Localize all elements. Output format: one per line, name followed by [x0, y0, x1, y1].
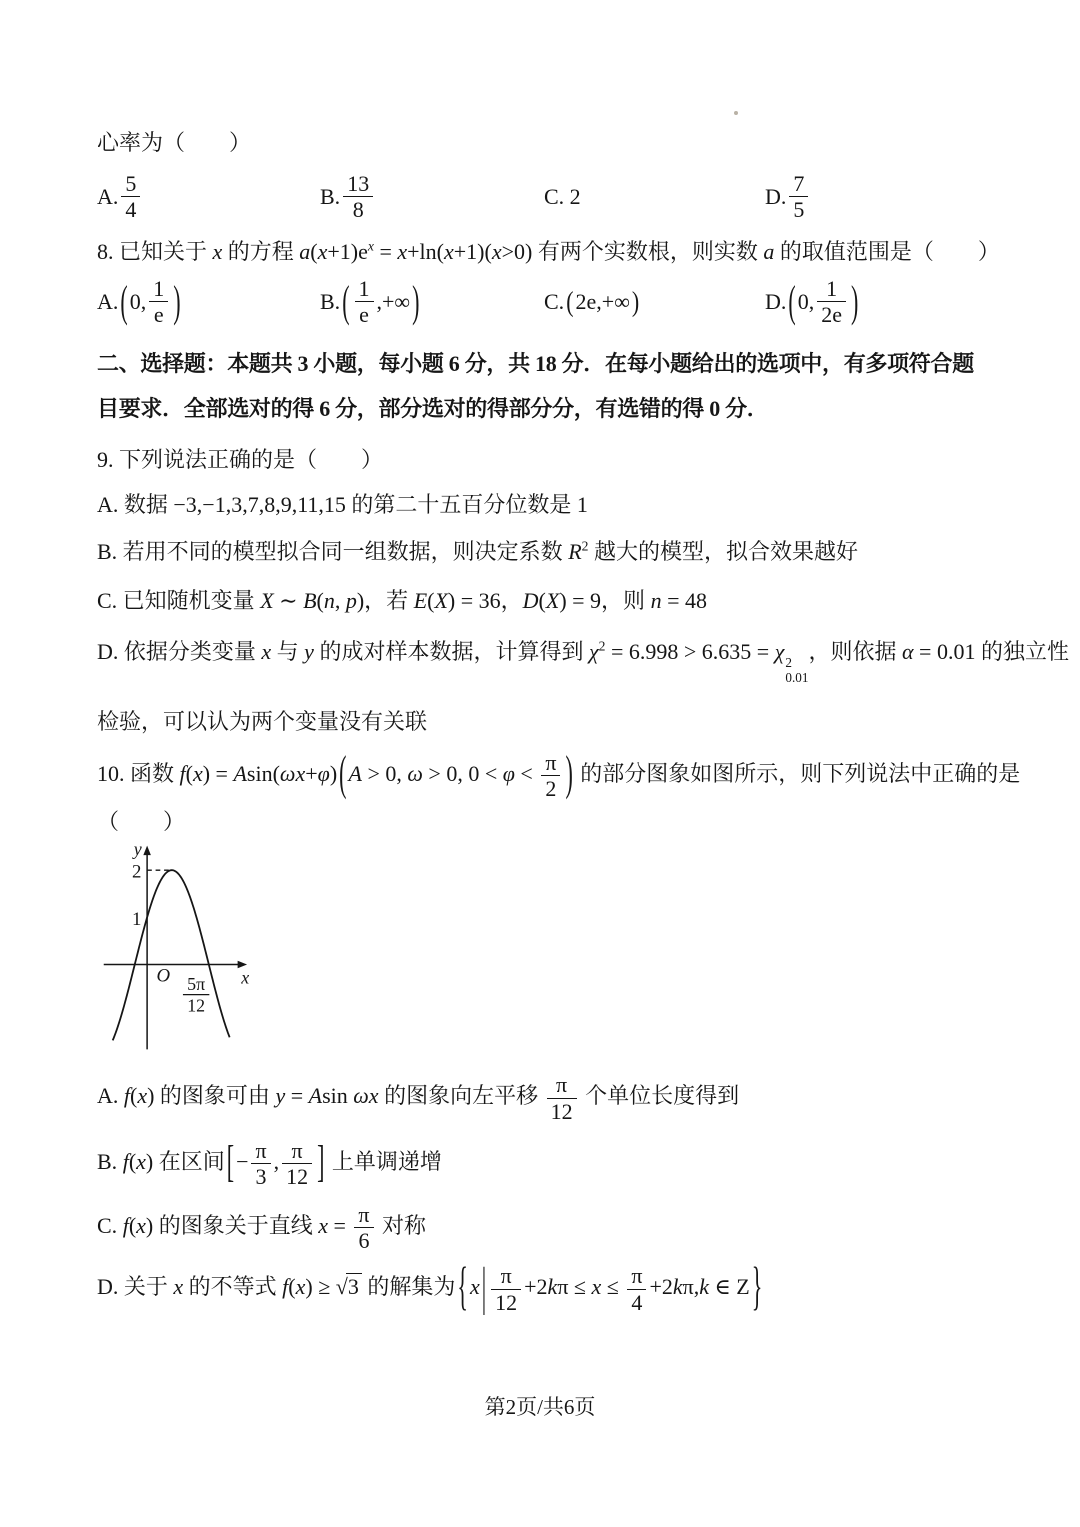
seg-text: +1)e — [327, 238, 368, 264]
seg-frac: $\frac{7}{5}$ — [789, 171, 808, 223]
seg-text: B. — [320, 288, 341, 314]
seg-i: X — [260, 588, 274, 614]
seg-text: 的解集为 — [361, 1274, 456, 1300]
seg-i: p — [345, 588, 357, 614]
seg-big: ) — [412, 275, 420, 326]
seg-text: > 0, — [361, 760, 408, 786]
seg-text: C. — [544, 288, 565, 314]
seg-frac: $\frac{1}{e}$ — [355, 276, 374, 328]
q7-option-d — [765, 171, 992, 223]
seg-i: f — [123, 1083, 131, 1109]
seg-i: D — [522, 588, 539, 614]
seg-text: ( — [316, 588, 324, 614]
seg-text: 的取值范围是（ ） — [774, 238, 1000, 264]
seg-text: ) = 36， — [447, 588, 523, 614]
seg-i: x — [491, 238, 502, 264]
seg-text: 0, — [129, 288, 147, 314]
q10-option-b — [97, 1135, 992, 1190]
seg-text: B. — [320, 184, 341, 210]
q7-stem-tail — [97, 126, 992, 159]
q10-option-a — [97, 1072, 992, 1124]
seg-i: a — [299, 238, 311, 264]
q8-option-b — [320, 276, 544, 328]
q10-stem — [97, 744, 1021, 802]
seg-i: a — [763, 238, 775, 264]
seg-frac: $\frac{\pi}{12}$ — [547, 1072, 577, 1124]
y-tick-2: 2 — [132, 862, 142, 884]
q9-option-d-line2 — [97, 705, 992, 738]
seg-text: A. — [97, 184, 119, 210]
seg-i: x — [318, 1212, 328, 1238]
seg-text: ( — [130, 1083, 138, 1109]
q9-option-c — [97, 584, 992, 617]
seg-text: ) 的图象关于直线 — [145, 1212, 319, 1238]
seg-text: , — [334, 588, 346, 614]
seg-i: f — [179, 760, 186, 786]
x-tick-num: 5π — [187, 974, 206, 995]
seg-text: ∈ Z — [709, 1274, 750, 1300]
q9-option-a — [97, 488, 992, 521]
seg-text: ) ≥ — [305, 1274, 336, 1300]
seg-text: B. — [97, 1148, 123, 1174]
seg-i: ωx — [279, 760, 306, 786]
seg-i: n — [323, 588, 335, 614]
seg-text: ∼ — [273, 588, 304, 614]
seg-text: A. — [97, 1083, 124, 1109]
function-graph-svg — [101, 840, 263, 1055]
seg-text: sin( — [246, 760, 280, 786]
seg-text: 8. 已知关于 — [97, 238, 213, 264]
seg-i: f — [282, 1274, 289, 1300]
q8-option-d — [765, 276, 992, 328]
seg-text: ( — [310, 238, 318, 264]
seg-frac: $\frac{5}{4}$ — [121, 171, 140, 223]
seg-big: ( — [120, 275, 128, 326]
seg-frac: $\frac{\pi}{12}$ — [282, 1138, 312, 1190]
seg-text: 的方程 — [222, 238, 300, 264]
seg-i: B — [303, 588, 317, 614]
seg-i: x — [261, 639, 272, 665]
seg-text: ( — [538, 588, 546, 614]
seg-big: [ — [226, 1135, 235, 1186]
seg-big: ( — [339, 744, 347, 800]
seg-i: x — [317, 238, 328, 264]
y-axis-label: y — [133, 840, 142, 860]
seg-text: = 0.01 的独立性 — [913, 639, 1069, 665]
seg-i: x — [212, 238, 223, 264]
q8-option-c — [544, 285, 765, 318]
seg-i: φ — [502, 760, 515, 786]
seg-text: 对称 — [376, 1212, 427, 1238]
seg-text: < — [514, 760, 539, 786]
seg-text: = — [373, 238, 398, 264]
seg-text: D. 关于 — [97, 1274, 174, 1300]
seg-i: x — [173, 1274, 184, 1300]
seg-text: ( — [128, 1212, 137, 1238]
q7-option-b — [320, 171, 544, 223]
seg-text: = — [328, 1212, 352, 1238]
q8-stem — [97, 235, 1000, 268]
seg-i: f — [122, 1148, 129, 1174]
seg-text: C. — [97, 1212, 123, 1238]
seg-frac: $\frac{\pi}{6}$ — [354, 1202, 373, 1254]
seg-text: +ln( — [407, 238, 444, 264]
seg-text: ,+∞ — [376, 288, 411, 314]
seg-text: = — [285, 1083, 309, 1109]
seg-i: k — [547, 1274, 558, 1300]
seg-i: y — [304, 639, 314, 665]
seg-big: ( — [788, 275, 796, 326]
seg-i: y — [275, 1083, 286, 1109]
seg-big: ) — [173, 275, 181, 326]
seg-big: { — [457, 1255, 468, 1316]
seg-i: φ — [317, 760, 330, 786]
seg-frac: $\frac{13}{8}$ — [343, 171, 373, 223]
seg-i: x — [137, 1083, 148, 1109]
seg-i: n — [650, 588, 662, 614]
q8-options-row — [97, 276, 992, 328]
seg-i: x — [295, 1274, 306, 1300]
seg-text: A. — [97, 288, 119, 314]
q7-options-row — [97, 171, 992, 223]
seg-i: k — [672, 1274, 683, 1300]
seg-i: ω — [407, 760, 423, 786]
seg-text: +2 — [649, 1274, 673, 1300]
q10-answer-parens — [97, 805, 992, 838]
seg-text: ) 在区间 — [145, 1148, 225, 1174]
seg-text: 目要求．全部选对的得 6 分，部分选对的得部分分，有选错的得 0 分． — [97, 396, 769, 422]
seg-i: α — [901, 639, 914, 665]
seg-text: +2 — [524, 1274, 548, 1300]
seg-i: A — [308, 1083, 323, 1109]
seg-text: + — [305, 760, 318, 786]
seg-text: 检验，可以认为两个变量没有关联 — [97, 708, 428, 734]
seg-i: x — [192, 760, 203, 786]
seg-text: ) = — [202, 760, 234, 786]
seg-big: ] — [317, 1135, 325, 1186]
seg-supsub: 2 0.01 — [785, 654, 809, 685]
seg-text: C. 已知随机变量 — [97, 588, 261, 614]
seg-text: ，则依据 — [808, 639, 902, 665]
seg-text: 的不等式 — [183, 1274, 283, 1300]
seg-big: ( — [566, 284, 574, 318]
seg-text: 与 — [271, 639, 305, 665]
seg-text: +1)( — [453, 238, 492, 264]
q10-option-d — [97, 1255, 992, 1316]
q10-function-graph — [101, 840, 992, 1064]
seg-text: >0) 有两个实数根，则实数 — [501, 238, 764, 264]
seg-text: sin — [322, 1083, 354, 1109]
seg-sup: x — [367, 238, 374, 254]
seg-text: ≤ — [601, 1274, 625, 1300]
seg-text: C. 2 — [544, 184, 581, 210]
seg-text: 二、选择题：本题共 3 小题，每小题 6 分，共 18 分．在每小题给出的选项中，有多项符合题 — [97, 351, 974, 377]
seg-sup: 2 — [598, 638, 606, 654]
seg-frac: $\frac{1}{2e}$ — [817, 276, 846, 328]
seg-i: x — [136, 1148, 146, 1174]
seg-text: 9. 下列说法正确的是（ ） — [97, 447, 384, 473]
seg-i: X — [545, 588, 560, 614]
seg-text: ) — [329, 760, 338, 786]
seg-text: 0, — [797, 288, 815, 314]
seg-big: ) — [565, 744, 573, 800]
seg-frac: $\frac{1}{e}$ — [149, 276, 168, 328]
seg-text: ( — [185, 760, 193, 786]
seg-text: π ≤ — [557, 1274, 592, 1300]
q9-option-d-line1 — [97, 635, 1069, 685]
seg-text: )，若 — [356, 588, 414, 614]
seg-i: R — [568, 539, 582, 565]
seg-text: π, — [682, 1274, 700, 1300]
seg-text: , — [273, 1148, 280, 1174]
seg-text: A. 数据 −3,−1,3,7,8,9,11,15 的第二十五百分位数是 1 — [97, 492, 588, 518]
seg-sup: 2 — [581, 538, 589, 554]
seg-i: k — [699, 1274, 710, 1300]
seg-text: = 48 — [661, 588, 707, 614]
seg-frac: $\frac{\pi}{4}$ — [627, 1263, 646, 1315]
seg-text: 心率为（ ） — [97, 130, 252, 155]
seg-text: 10. 函数 — [97, 760, 180, 786]
seg-text: D. — [765, 184, 787, 210]
seg-text: ( — [427, 588, 435, 614]
q8-option-a — [97, 276, 320, 328]
origin-label: O — [156, 965, 171, 987]
seg-i: x — [591, 1274, 602, 1300]
q7-option-a — [97, 171, 320, 223]
seg-i: X — [434, 588, 448, 614]
seg-sqrt: √3 — [336, 1270, 362, 1303]
seg-i: x — [444, 238, 454, 264]
seg-big: ( — [342, 275, 350, 326]
scan-speck — [734, 111, 738, 115]
seg-text: B. 若用不同的模型拟合同一组数据，则决定系数 — [97, 539, 569, 565]
seg-big: | — [481, 1255, 487, 1316]
seg-text: （ ） — [97, 809, 186, 835]
seg-text: 2e,+∞ — [575, 288, 630, 314]
sine-curve — [113, 871, 230, 1041]
seg-text: 个单位长度得到 — [579, 1083, 740, 1109]
seg-i: χ — [774, 639, 785, 665]
q9-option-b — [97, 535, 992, 568]
seg-i: f — [122, 1212, 129, 1238]
q7-option-c — [544, 180, 765, 213]
y-tick-1: 1 — [132, 909, 142, 931]
seg-frac: $\frac{\pi}{3}$ — [251, 1138, 270, 1190]
seg-text: ) 的图象可由 — [147, 1083, 276, 1109]
seg-text: 越大的模型，拟合效果越好 — [588, 539, 858, 565]
section2-header-line2 — [97, 392, 992, 425]
seg-text: = 6.998 > 6.635 = — [605, 639, 775, 665]
seg-text: 的成对样本数据，计算得到 — [313, 639, 589, 665]
y-axis-arrow — [143, 846, 151, 855]
seg-text: 上单调递增 — [326, 1148, 442, 1174]
seg-i: x — [136, 1212, 146, 1238]
seg-text: − — [236, 1148, 249, 1174]
q9-stem — [97, 443, 992, 476]
seg-text: > 0, 0 < — [422, 760, 503, 786]
seg-i: A — [348, 760, 362, 786]
seg-text: 的部分图象如图所示，则下列说法中正确的是 — [574, 760, 1021, 786]
x-axis-label: x — [241, 967, 250, 988]
seg-big: ) — [631, 284, 640, 318]
seg-text: D. — [765, 288, 787, 314]
seg-frac: $\frac{\pi}{2}$ — [541, 750, 560, 802]
seg-text: ( — [128, 1148, 137, 1174]
page-number-footer: 第2页/共6页 — [484, 1395, 596, 1419]
q10-option-c — [97, 1202, 992, 1254]
seg-text: ) = 9，则 — [559, 588, 651, 614]
seg-big: } — [751, 1255, 763, 1316]
seg-big: ) — [850, 275, 859, 326]
seg-i: ωx — [353, 1083, 379, 1109]
seg-i: A — [233, 760, 247, 786]
seg-frac: $\frac{\pi}{12}$ — [491, 1263, 521, 1315]
seg-i: x — [469, 1274, 480, 1300]
seg-text: ( — [288, 1274, 296, 1300]
section2-header-line1 — [97, 347, 992, 380]
seg-text: D. 依据分类变量 — [97, 639, 262, 665]
seg-text: 的图象向左平移 — [378, 1083, 544, 1109]
seg-i: χ — [588, 639, 599, 665]
seg-i: E — [413, 588, 428, 614]
x-tick-den: 12 — [187, 996, 206, 1017]
seg-i: x — [397, 238, 408, 264]
